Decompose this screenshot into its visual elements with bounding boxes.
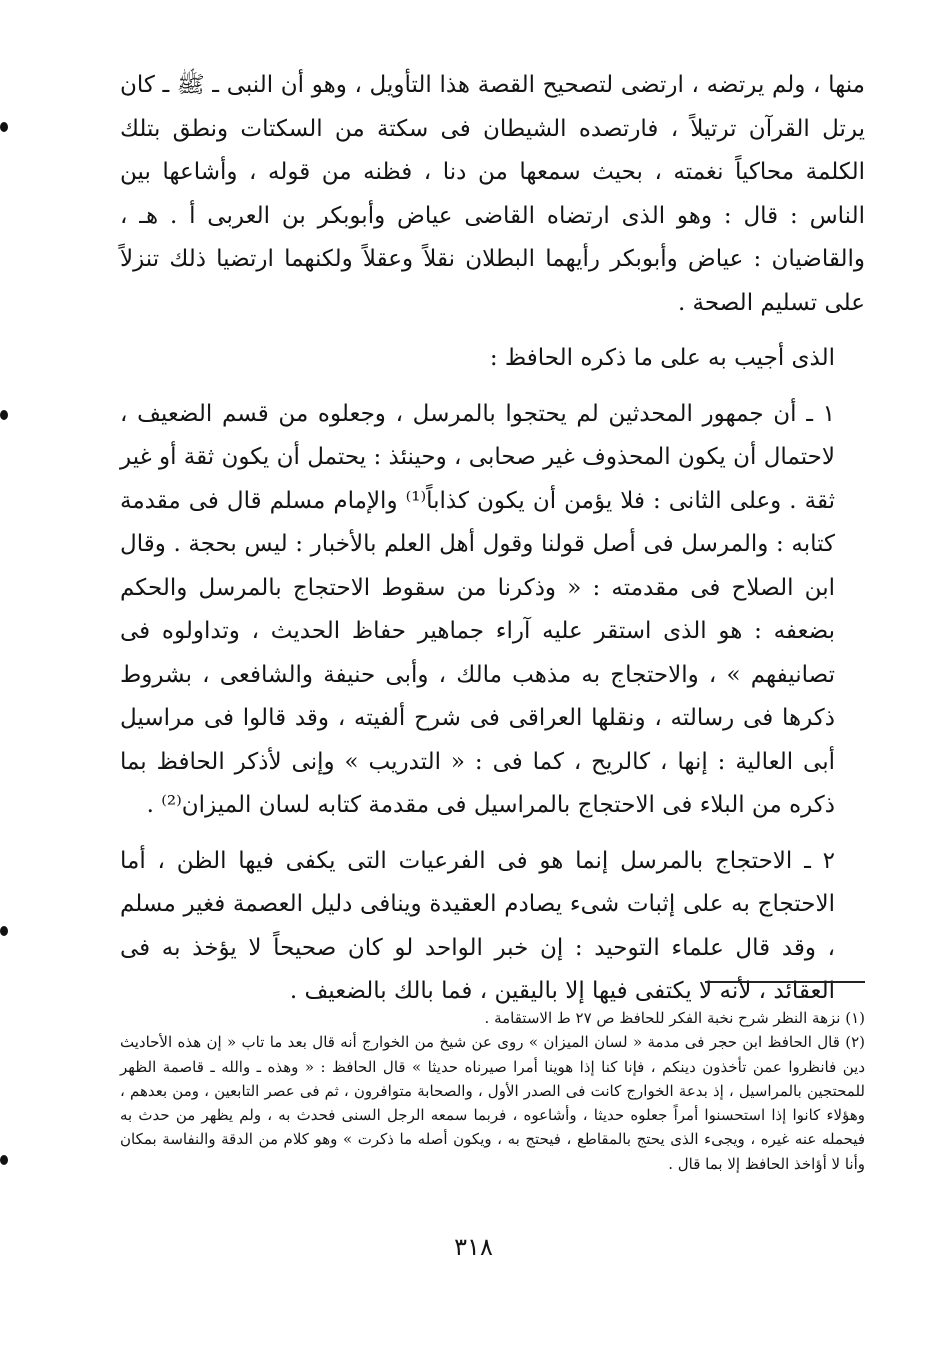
main-text: [120, 64, 865, 1014]
scan-mark: [0, 122, 8, 132]
footnote-2: (٢) قال الحافظ ابن حجر فى مدمة « لسان الميزان » روى عن شيخ من الخوارج أنه قال بعد ما تاب « إن هذه الأحاديث دين فانظروا عمن تأخذون دينكم ، فإنا كنا إذا هوينا أمرا صيرناه حديثا » قال الحافظ : « وهذه ـ والله ـ قاصمة الظهر للمحتجين بالمراسيل ، إذ بدعة الخوارج كانت فى الصدر الأول ، والصحابة متوافرون ، ثم فى عصر التابعين ، ومن بعدهم ، وهؤلاء كانوا إذا استحسنوا أمراً جعلوه حديثا ، وأشاعوه ، فربما سمعه الرجل السنى فحدث به ، ولم يظهر من حدث به فيحمله عنه غيره ، ويجىء الذى يحتج بالمقاطع ، فيحتج به ، ويكون أصله ما ذكرت » وهو كلام من الدقة والنفاسة بمكان وأنا لا أؤاخذ الحافظ إلا بما قال .: [120, 1033, 865, 1173]
page-number: ٣١٨: [454, 1233, 493, 1261]
paragraph-1: منها ، ولم يرتضه ، ارتضى لتصحيح القصة هذا التأويل ، وهو أن النبى ـ ﷺ ـ كان يرتل القرآن ترتيلاً ، فارتصده الشيطان فى سكتة من السكتات ونطق بتلك الكلمة محاكياً نغمته ، بحيث سمعها من دنا ، فظنه من قوله ، وأشاعها بين الناس : قال : وهو الذى ارتضاه القاضى عياض وأبوبكر بن العربى أ . هـ ، والقاضيان : عياض وأبوبكر رأيهما البطلان نقلاً وعقلاً ولكنهما ارتضيا ذلك تنزلاً على تسليم الصحة .: [120, 72, 865, 316]
paragraph-3: ١ ـ أن جمهور المحدثين لم يحتجوا بالمرسل ، وجعلوه من قسم الضعيف ، لاحتمال أن يكون المحذوف غير صحابى ، وحينئذ : يحتمل أن يكون ثقة أو غير ثقة . وعلى الثانى : فلا يؤمن أن يكون كذاباً⁽¹⁾ والإمام مسلم قال فى مقدمة كتابه : والمرسل فى أصل قولنا وقول أهل العلم بالأخبار : ليس بحجة . وقال ابن الصلاح فى مقدمته : « وذكرنا من سقوط الاحتجاج بالمرسل والحكم بضعفه : هو الذى استقر عليه آراء جماهير حفاظ الحديث ، وتداولوه فى تصانيفهم » ، والاحتجاج به مذهب مالك ، وأبى حنيفة والشافعى ، بشروط ذكرها فى رسالته ، ونقلها العراقى فى شرح ألفيته ، وقد قالوا فى مراسيل أبى العالية : إنها ، كالريح ، كما فى : « التدريب » وإنى لأذكر الحافظ بما ذكره من البلاء فى الاحتجاج بالمراسيل فى مقدمة كتابه لسان الميزان⁽²⁾ .: [120, 400, 835, 818]
paragraph-2: الذى أجيب به على ما ذكره الحافظ :: [489, 345, 835, 371]
footnote-separator: [705, 981, 865, 983]
paragraph-4: ٢ ـ الاحتجاج بالمرسل إنما هو فى الفرعيات التى يكفى فيها الظن ، أما الاحتجاج به على إثبات شىء يصادم العقيدة وينافى دليل العصمة فغير مسلم ، وقد قال علماء التوحيد : إن خبر الواحد لو كان صحيحاً لا يؤخذ به فى العقائد ، لأنه لا يكتفى فيها إلا باليقين ، فما بالك بالضعيف .: [120, 847, 836, 1004]
scan-mark: [0, 1155, 8, 1165]
scan-mark: [0, 410, 8, 420]
scan-mark: [0, 926, 8, 936]
footnotes: [120, 1006, 865, 1176]
footnote-1: (١) نزهة النظر شرح نخبة الفكر للحافظ ص ٢٧ ط الاستقامة .: [484, 1009, 865, 1027]
